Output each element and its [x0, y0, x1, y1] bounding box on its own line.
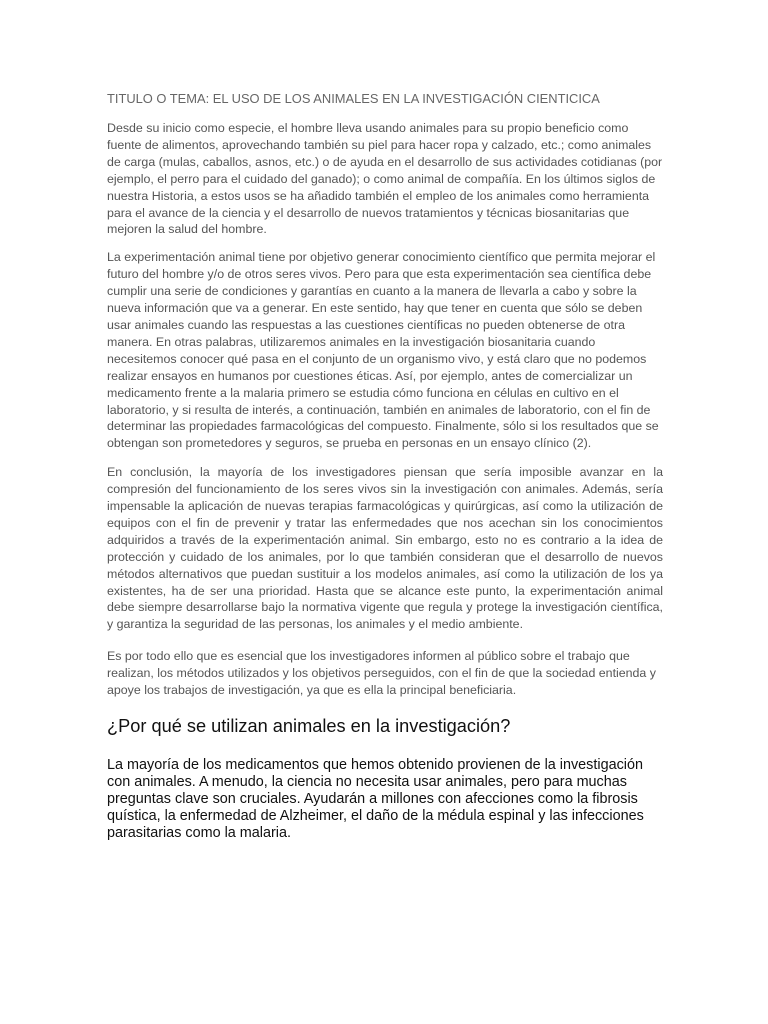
document-title: TITULO O TEMA: EL USO DE LOS ANIMALES EN LA INVESTIGACIÓN CIENTICICA: [107, 91, 600, 106]
paragraph-conclusion: En conclusión, la mayoría de los investigadores piensan que sería imposible avanzar en la compresión del funcionamiento de los seres vivos sin la investigación con animales. Además, sería impensable la aplicación de nuevas terapias farmacológicas y quirúrgicas, así como la utilización de equipos con el fin de prevenir y tratar las enfermedades que nos acechan sin los conocimientos adquiridos a través de la experimentación animal. Sin embargo, esto no es contrario a la idea de protección y cuidado de los animales, por lo que también consideran que el desarrollo de nuevos métodos alternativos que puedan sustituir a los modelos animales, así como la utilización de los ya existentes, ha de ser una prioridad. Hasta que se alcance este punto, la experimentación animal debe siempre desarrollarse bajo la normativa vigente que regula y protege la investigación científica, y garantiza la seguridad de las personas, los animales y el medio ambiente.: [107, 465, 663, 632]
paragraph-history: Desde su inicio como especie, el hombre lleva usando animales para su propio beneficio como fuente de alimentos, aprovechando también su piel para hacer ropa y calzado, etc.; como animales de carga (mulas, caballos, asnos, etc.) o de ayuda en el desarrollo de sus actividades cotidianas (por ejemplo, el perro para el cuidado del ganado); o como animal de compañía. En los últimos siglos de nuestra Historia, a estos usos se ha añadido también el empleo de los animales como herramienta para el avance de la ciencia y el desarrollo de nuevos tratamientos y técnicas biosanitarias que mejoren la salud del hombre.: [107, 121, 663, 237]
paragraph-objective: La experimentación animal tiene por objetivo generar conocimiento científico que permita mejorar el futuro del hombre y/o de otros seres vivos. Pero para que esta experimentación sea científica debe cumplir una serie de condiciones y garantías en cuanto a la manera de llevarla a cabo y sobre la nueva información que va a generar. En este sentido, hay que tener en cuenta que sólo se deben usar animales cuando las respuestas a las cuestiones científicas no pueden obtenerse de otra manera. En otras palabras, utilizaremos animales en la investigación biosanitaria cuando necesitemos conocer qué pasa en el conjunto de un organismo vivo, y está claro que no podemos realizar ensayos en humanos por cuestiones éticas. Así, por ejemplo, antes de comercializar un medicamento frente a la malaria primero se estudia cómo funciona en células en cultivo en el laboratorio, y si resulta de interés, a continuación, también en animales de laboratorio, con el fin de determinar las propiedades farmacológicas del compuesto. Finalmente, sólo si los resultados que se obtengan son prometedores y seguros, se prueba en personas en un ensayo clínico (2).: [107, 250, 659, 451]
paragraph-public-information: Es por todo ello que es esencial que los investigadores informen al público sobre el trabajo que realizan, los métodos utilizados y los objetivos perseguidos, con el fin de que la sociedad entienda y apoye los trabajos de investigación, ya que es ella la principal beneficiaria.: [107, 649, 656, 698]
document-page: [107, 90, 663, 842]
section-heading: ¿Por qué se utilizan animales en la investigación?: [107, 716, 511, 736]
section-body: La mayoría de los medicamentos que hemos obtenido provienen de la investigación con animales. A menudo, la ciencia no necesita usar animales, pero para muchas preguntas clave son cruciales. Ayudarán a millones con afecciones como la fibrosis quística, la enfermedad de Alzheimer, el daño de la médula espinal y las infecciones parasitarias como la malaria.: [107, 757, 644, 841]
